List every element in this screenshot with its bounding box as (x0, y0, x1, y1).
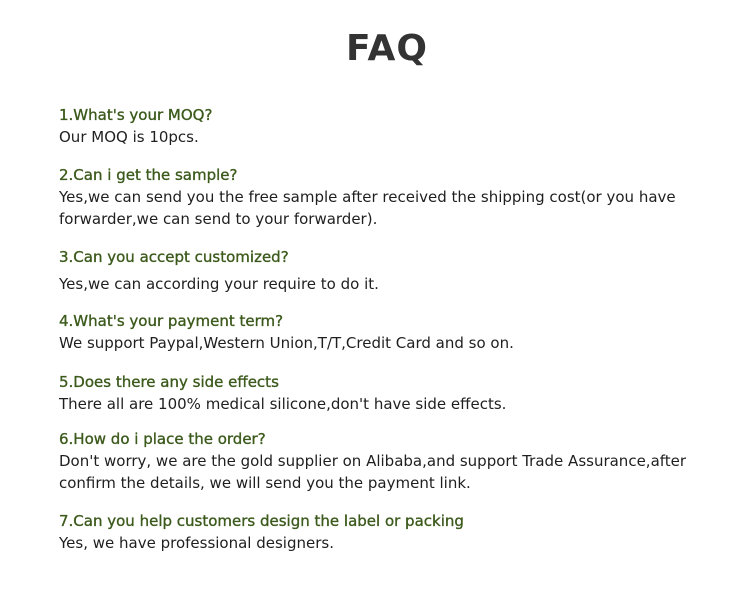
faq-question: 2.Can i get the sample? (59, 166, 238, 184)
faq-answer: We support Paypal,Western Union,T/T,Credit Card and so on. (59, 334, 514, 352)
faq-answer: Our MOQ is 10pcs. (59, 128, 199, 146)
faq-question: 1.What's your MOQ? (59, 106, 213, 124)
faq-question: 6.How do i place the order? (59, 430, 266, 448)
faq-item-customized (59, 247, 739, 295)
faq-answer: Don't worry, we are the gold supplier on Alibaba,and support Trade Assurance,after confirm the details, we will send you the payment link. (59, 452, 687, 492)
faq-question: 7.Can you help customers design the label or packing (59, 512, 464, 530)
faq-item-design-label (59, 511, 739, 554)
faq-answer: Yes,we can according your require to do it. (59, 275, 379, 293)
faq-item-side-effects (59, 372, 739, 415)
faq-item-place-order (59, 429, 739, 494)
faq-question: 4.What's your payment term? (59, 312, 284, 330)
faq-item-payment-term (59, 311, 739, 354)
faq-question: 5.Does there any side effects (59, 373, 279, 391)
faq-answer: Yes, we have professional designers. (59, 534, 334, 552)
faq-item-sample (59, 165, 739, 230)
page-title: FAQ (346, 28, 428, 69)
faq-answer: Yes,we can send you the free sample after received the shipping cost(or you have forwarder,we can send to your forwarder). (59, 188, 676, 228)
faq-answer: There all are 100% medical silicone,don't have side effects. (59, 395, 507, 413)
faq-question: 3.Can you accept customized? (59, 248, 289, 266)
faq-item-moq (59, 105, 739, 148)
